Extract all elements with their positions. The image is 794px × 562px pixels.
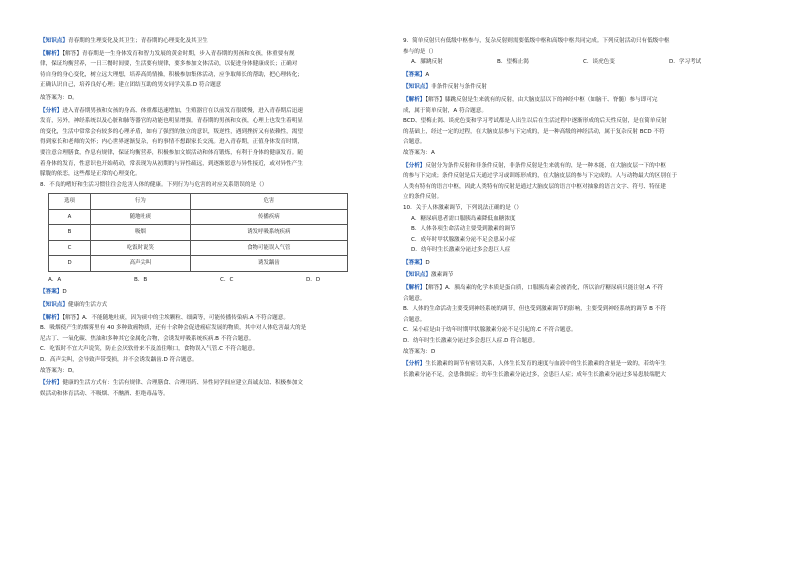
q7-fenxi: 【分析】进入青春期男孩和女孩的身高、体重都迅速增加，生殖器官在以前发育很缓慢，进入青春期后迅速 发育，另外，神经系统以及心脏和肺等器官的功能也明显增强。青春期的男孩和女孩，心理上也发生着明显 的变化，生活中常常会有较多的心理矛盾，如有了强烈的独立的意识，叛逆性，遇到挫折又有依赖性，渴望 得到家长和老师的关怀；内心世界逐渐复杂，有的事情不想跟家长交流。进入青春期，正值身体发育时期， 要注意合理膳食，作息有规律，保证均衡营养，积极参加文娱活动和体育锻炼，有利于身体的健康发育。随 着身体的发育，性意识也开始萌动，常表现为从初期的与异性疏远，到逐渐愿意与异性接近，或对异性产生 朦胧的依恋，这些都是正常的心理变化。 bbox=[40, 107, 303, 178]
q8-analysis: 【解析】【解答】A．不能随地吐痰，因为痰中的尘埃颗粒、细菌等，可能传播传染病.A 不符合题意。 B．吸烟使产生的烟雾里有 40 多种致癌物质，还有十余种会促进癌症发展的物质，其中对人体危害最大的是 尼古丁、一氧化碳、焦油和多种其它金属化合物，会诱发呼吸系统疾病.B 不符合题意。 C．吃饭时不宜大声说笑，防止会厌软骨来不及盖住喉口，食物误入气管.C 不符合题意。 D．高声尖叫，会导致声带受损，并不会诱发龋齿.D 符合题意。 bbox=[40, 314, 307, 363]
q10-knowledge-point: 【知识点】激素调节 bbox=[403, 272, 454, 279]
q8-knowledge-point: 【知识点】健康的生活方式 bbox=[40, 302, 108, 308]
q10-stem: 10．关于人体激素调节，下列说法正确的是（） bbox=[403, 204, 522, 211]
option-a: A．糖尿病患者需口服胰岛素降低血糖浓度 bbox=[411, 215, 516, 222]
q9-fenxi: 【分析】反射分为条件反射和非条件反射，非条件反射是生来就有的，是一种本能，在大脑皮层一下的中枢 的参与下完成；条件反射是后天通过学习或训练形成的，在大脑皮层的参与下完成的。人与动物最大的区别在于 人类有特有的语言中枢，因此人类特有的反射是通过大脑皮层的语言中枢对抽象的语言文字、符号、特征建 立的条件反射。 bbox=[403, 162, 678, 201]
knowledge-point-label: 【知识点】 bbox=[40, 38, 68, 44]
q10-fenxi: 【分析】生长激素的调节有密切关系，人体生长发育的速度与血液中的生长激素的含量是一致的，若幼年生 长激素分泌不足，会患侏儒症；幼年生长激素分泌过多，会患巨人症；成年生长激素分泌过多易患肢端肥大 bbox=[403, 361, 666, 378]
q10-answer: 【答案】D bbox=[403, 259, 430, 266]
knowledge-point-label: 【知识点】 bbox=[403, 272, 431, 279]
q9-answer-line: 故答案为：A bbox=[403, 149, 435, 156]
choice-c: C．C bbox=[220, 276, 234, 283]
choice-a: A．膝跳反射 bbox=[411, 59, 443, 66]
choice-c: C．谈虎色变 bbox=[583, 59, 615, 66]
choice-b: B．望梅止渴 bbox=[497, 59, 529, 66]
q9-choices bbox=[403, 57, 758, 68]
option-c: C．成年时甲状腺激素分泌不足会患呆小症 bbox=[411, 236, 516, 243]
table-row: C 吃饭时说笑 食物可能误入气管 bbox=[49, 240, 348, 256]
choice-a: A．A bbox=[48, 276, 62, 283]
table-row: D 高声尖叫 诱发龋齿 bbox=[49, 256, 348, 272]
fenxi-label: 【分析】 bbox=[403, 162, 426, 169]
q10-answer-line: 故答案为：D bbox=[403, 348, 436, 355]
table-header-cell: 行为 bbox=[91, 194, 191, 210]
q9-answer: 【答案】A bbox=[403, 71, 430, 78]
right-column bbox=[403, 36, 758, 380]
answer-label: 【答案】 bbox=[403, 259, 426, 266]
q10-analysis: 【解析】【解答】A．胰岛素的化学本质是蛋白质，口服胰岛素会被消化，所以治疗糖尿病只能注射.A 不符 合题意。 B．人体的生命活动主要受到神经系统的调节，但也受到激素调节的影响，主要受到神经系统的调节 B 不符 合题意。 C．呆小症是由于幼年时期甲状腺激素分泌不足引起的.C 不符合题意。 D．幼年时生长激素分泌过多会患巨人症.D 符合题意。 bbox=[403, 285, 666, 345]
q7-analysis: 【解析】【解答】青春期是一生身体发育和智力发展的黄金时期，步入青春期的男孩和女孩，体重要有规 律，保证均衡营养，一日三餐时间要，生活要有规律，要多参加文体活动，以促进身体健康成长；正确对 待自身的身心变化，树立远大理想，培养高尚情操，积极参加集体活动，应争取师长的帮助，把心理转化； 正确认识自己，培养良好心理；建立团结互助的男女同学关系.D 符合题意 bbox=[40, 50, 303, 89]
left-column bbox=[40, 36, 395, 399]
choice-d: D．D bbox=[306, 276, 321, 283]
q8-choices bbox=[40, 275, 395, 286]
q9-knowledge-point: 【知识点】非条件反射与条件反射 bbox=[403, 84, 487, 91]
knowledge-point-label: 【知识点】 bbox=[40, 302, 68, 308]
q8-fenxi: 【分析】健康的生活方式有：生活有规律、合理膳食、合理用药、异性同学间应建立真诚友谊、积极参加文 娱活动和体育活动、不吸烟、不酗酒、拒绝毒品等。 bbox=[40, 380, 303, 397]
knowledge-point-label: 【知识点】 bbox=[403, 84, 431, 91]
table-header-cell: 选项 bbox=[49, 194, 91, 210]
q7-knowledge-point: 【知识点】青春期的生理变化及其卫生；青春期的心理变化及其卫生 bbox=[40, 38, 208, 44]
fenxi-label: 【分析】 bbox=[403, 361, 426, 368]
q9-analysis: 【解析】【解答】膝跳反射是生来就有的反射，由大脑皮层以下的神经中枢（如脑干、脊髓）参与即可完 成，属于简单反射，A 符合题意。 BCD、望梅止渴、谈虎色变和学习考试都是人出生以后在生活过程中逐渐形成的后天性反射，是在简单反射 的基础上，经过一定的过程，在大脑皮层参与下完成的，是一种高级的神经活动，属于复杂反射 BCD 不符 合题意。 bbox=[403, 96, 667, 146]
table-header-cell: 危害 bbox=[190, 194, 347, 210]
analysis-label: 【解析】 bbox=[40, 314, 63, 321]
q8-answer-line: 故答案为：D。 bbox=[40, 367, 78, 374]
analysis-label: 【解析】 bbox=[40, 50, 63, 57]
table-header-row bbox=[49, 194, 348, 210]
table-row: A 随地吐痰 传播疾病 bbox=[49, 209, 348, 225]
answer-label: 【答案】 bbox=[403, 71, 426, 78]
q8-answer: 【答案】D bbox=[40, 289, 67, 296]
q8-table bbox=[48, 193, 348, 272]
q8-stem: 8．不良的嗜好和生活习惯往往会危害人体的健康。下列行为与危害的对应关系错误的是（） bbox=[40, 181, 268, 188]
option-d: D．幼年时生长激素分泌过多会患巨人症 bbox=[411, 247, 511, 254]
table-row: B 吸烟 诱发呼吸系统疾病 bbox=[49, 225, 348, 241]
q10-options bbox=[403, 214, 758, 256]
choice-d: D．学习考试 bbox=[669, 59, 702, 66]
fenxi-label: 【分析】 bbox=[40, 107, 63, 114]
analysis-label: 【解析】 bbox=[403, 285, 426, 292]
answer-label: 【答案】 bbox=[40, 289, 63, 296]
analysis-label: 【解析】 bbox=[403, 96, 426, 103]
fenxi-label: 【分析】 bbox=[40, 380, 63, 387]
choice-b: B．B bbox=[134, 276, 148, 283]
q7-answer-line: 故答案为：D。 bbox=[40, 94, 78, 101]
q9-stem: 9．简单反射只有低级中枢参与，复杂反射则需要低级中枢和高级中枢共同完成。下列反射活动只有低级中枢 参与的是（） bbox=[403, 38, 670, 55]
option-b: B．人体各项生命活动主要受到激素的调节 bbox=[411, 226, 516, 233]
